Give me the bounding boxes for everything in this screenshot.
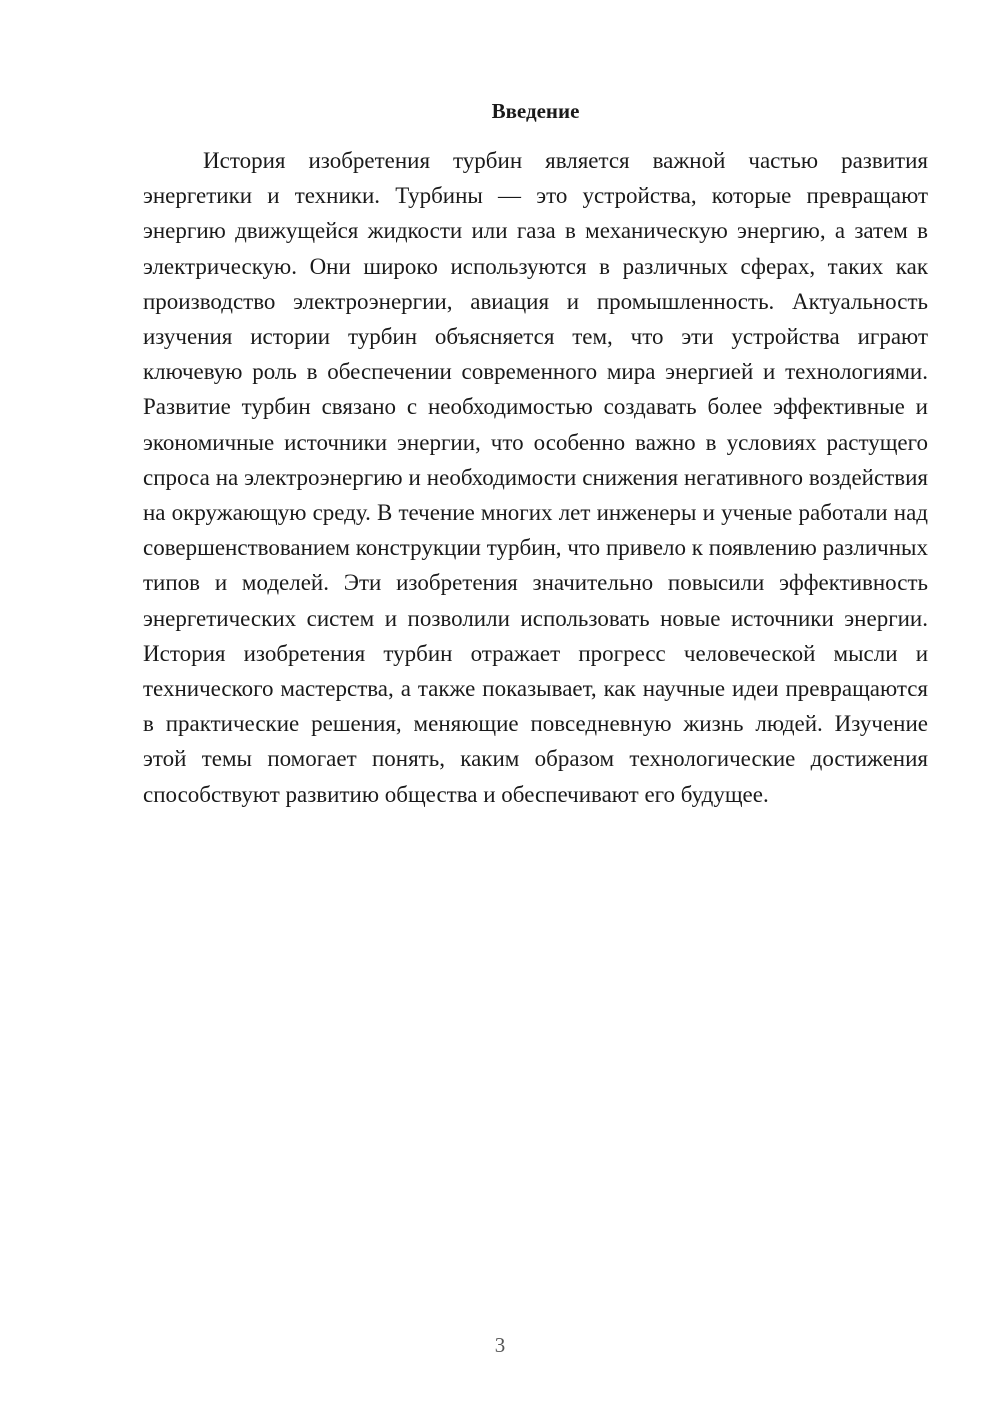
- section-heading: Введение: [491, 99, 580, 123]
- page-number: 3: [494, 1333, 506, 1357]
- body-paragraph: История изобретения турбин является важной частью развития энергетики и техники. Турбины — это устройства, которые превращают энергию движущейся жидкости или газа в механическую энергию, а затем в электрическую. Они широко используются в различных сферах, таких как производство электроэнергии, авиация и промышленность. Актуальность изучения истории турбин объясняется тем, что эти устройства играют ключевую роль в обеспечении современного мира энергией и технологиями. Развитие турбин связано с необходимостью создавать более эффективные и экономичные источники энергии, что особенно важно в условиях растущего спроса на электроэнергию и необходимости снижения негативного воздействия на окружающую среду. В течение многих лет инженеры и ученые работали над совершенствованием конструкции турбин, что привело к появлению различных типов и моделей. Эти изобретения значительно повысили эффективность энергетических систем и позволили использовать новые источники энергии. История изобретения турбин отражает прогресс человеческой мысли и технического мастерства, а также показывает, как научные идеи превращаются в практические решения, меняющие повседневную жизнь людей. Изучение этой темы помогает понять, каким образом технологические достижения способствуют развитию общества и обеспечивают его будущее.: [143, 148, 928, 807]
